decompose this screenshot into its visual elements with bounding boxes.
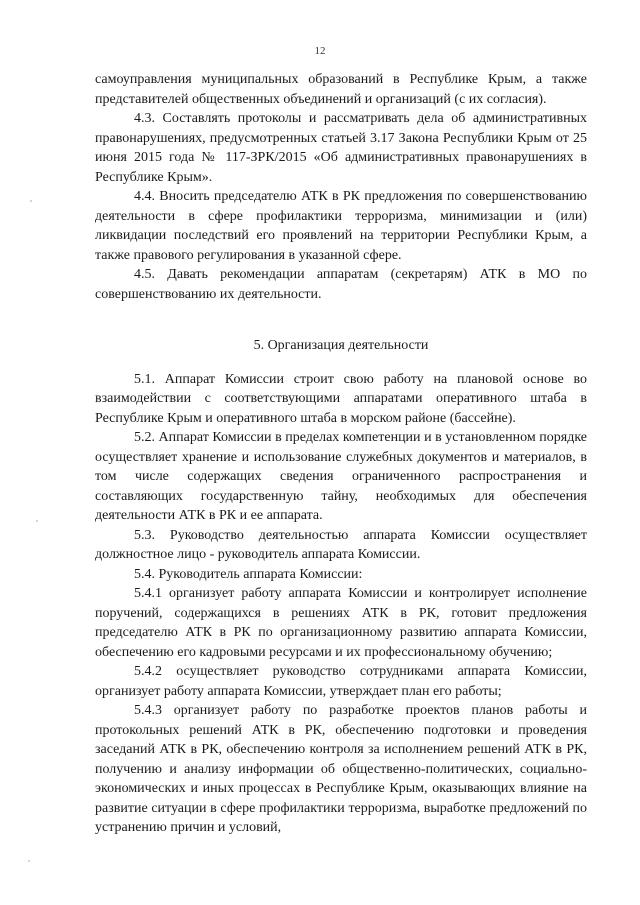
paragraph-5-4-3: 5.4.3 организует работу по разработке проектов планов работы и протокольных решений АТК в РК, обеспечению подготовки и проведения заседаний АТК в РК, обеспечению контроля за исполнением решений АТК в РК, получению и анализу информации об общественно-политических, социально-экономических и иных процессах в Республике Крым, оказывающих влияние на развитие ситуации в сфере профилактики терроризма, выработке предложений по устранению причин и условий, [95,703,587,835]
scan-artifact [28,860,30,862]
paragraph-5-4-1: 5.4.1 организует работу аппарата Комиссии и контролирует исполнение поручений, содержащихся в решениях АТК в РК, готовит предложения председателю АТК в РК по организационному развитию аппарата Комиссии, обеспечению его кадровыми ресурсами и их профессиональному обучению; [95,586,587,660]
paragraph-5-3: 5.3. Руководство деятельностью аппарата Комиссии осуществляет должностное лицо - руководитель аппарата Комиссии. [95,527,587,562]
paragraph-5-2: 5.2. Аппарат Комиссии в пределах компетенции и в установленном порядке осуществляет хранение и использование служебных документов и материалов, в том числе содержащих сведения ограниченного распространения и составляющих государственную тайну, необходимых для обеспечения деятельности АТК в РК и ее аппарата. [95,430,587,523]
paragraph-continuation: самоуправления муниципальных образований в Республике Крым, а также представителей общественных объединений и организаций (с их согласия). [95,72,587,107]
paragraph-5-4-2: 5.4.2 осуществляет руководство сотрудниками аппарата Комиссии, организует работу аппарата Комиссии, утверждает план его работы; [95,664,587,699]
paragraph-5-4: 5.4. Руководитель аппарата Комиссии: [134,566,363,582]
paragraph-4-3: 4.3. Составлять протоколы и рассматривать дела об административных правонарушениях, предусмотренных статьей 3.17 Закона Республики Крым от 25 июня 2015 года № 117-ЗРК/2015 «Об административных правонарушениях в Республике Крым». [95,111,587,185]
paragraph-4-5: 4.5. Давать рекомендации аппаратам (секретарям) АТК в МО по совершенствованию их деятельности. [95,267,587,302]
document-body [95,70,587,838]
page-number: 12 [314,45,326,57]
scan-artifact [36,520,38,522]
section-heading: 5. Организация деятельности [253,338,429,353]
paragraph-4-4: 4.4. Вносить председателю АТК в РК предложения по совершенствованию деятельности в сфере профилактики терроризма, минимизации и (или) ликвидации последствий его проявлений на территории Республики Крым, а также правового регулирования в указанной сфере. [95,189,587,263]
scan-artifact [30,200,32,202]
paragraph-5-1: 5.1. Аппарат Комиссии строит свою работу на плановой основе во взаимодействии с соответствующими аппаратами оперативного штаба в Республике Крым и оперативного штаба в морском районе (бассейне). [95,371,587,426]
